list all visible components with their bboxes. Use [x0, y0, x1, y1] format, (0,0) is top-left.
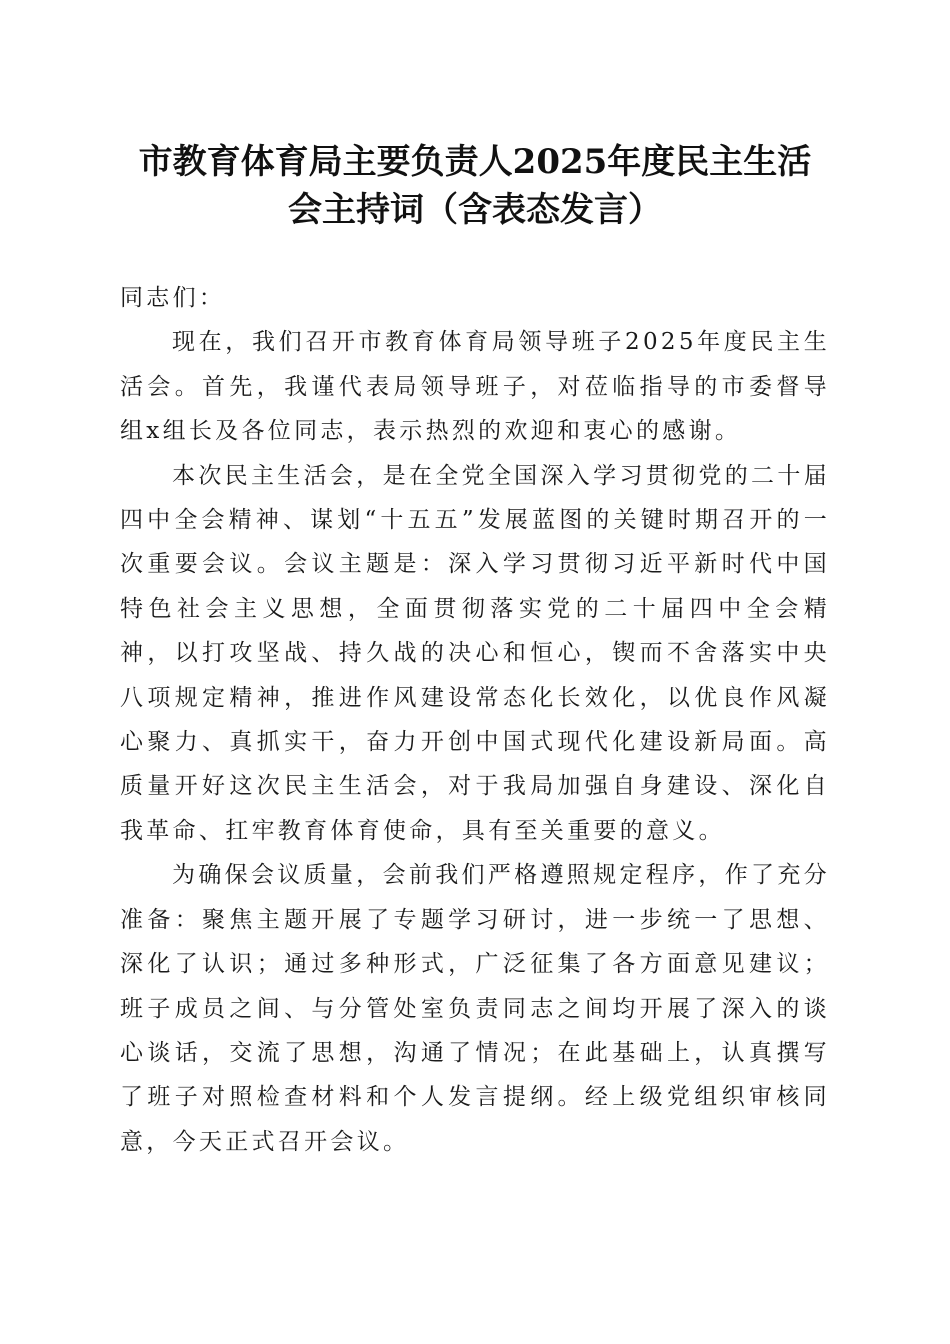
- salutation: 同志们：: [120, 285, 226, 311]
- title-line-2: 会主持词（含表态发言）: [288, 190, 662, 230]
- paragraph-opening: 现在，我们召开市教育体育局领导班子2025年度民主生活会。首先，我谨代表局领导班子，对莅临指导的市委督导组x组长及各位同志，表示热烈的欢迎和衷心的感谢。: [120, 329, 830, 445]
- document-body: [120, 276, 830, 1164]
- document-title: [100, 138, 850, 234]
- paragraph-preparation: 为确保会议质量，会前我们严格遵照规定程序，作了充分准备：聚焦主题开展了专题学习研讨，进一步统一了思想、深化了认识；通过多种形式，广泛征集了各方面意见建议；班子成员之间、与分管处室负责同志之间均开展了深入的谈心谈话，交流了思想，沟通了情况；在此基础上，认真撰写了班子对照检查材料和个人发言提纲。经上级党组织审核同意，今天正式召开会议。: [120, 862, 830, 1155]
- paragraph-meeting-theme: 本次民主生活会，是在全党全国深入学习贯彻党的二十届四中全会精神、谋划“十五五”发展蓝图的关键时期召开的一次重要会议。会议主题是：深入学习贯彻习近平新时代中国特色社会主义思想，全面贯彻落实党的二十届四中全会精神，以打攻坚战、持久战的决心和恒心，锲而不舍落实中央八项规定精神，推进作风建设常态化长效化，以优良作风凝心聚力、真抓实干，奋力开创中国式现代化建设新局面。高质量开好这次民主生活会，对于我局加强自身建设、深化自我革命、扛牢教育体育使命，具有至关重要的意义。: [120, 462, 830, 844]
- title-line-1: 市教育体育局主要负责人2025年度民主生活: [138, 142, 812, 182]
